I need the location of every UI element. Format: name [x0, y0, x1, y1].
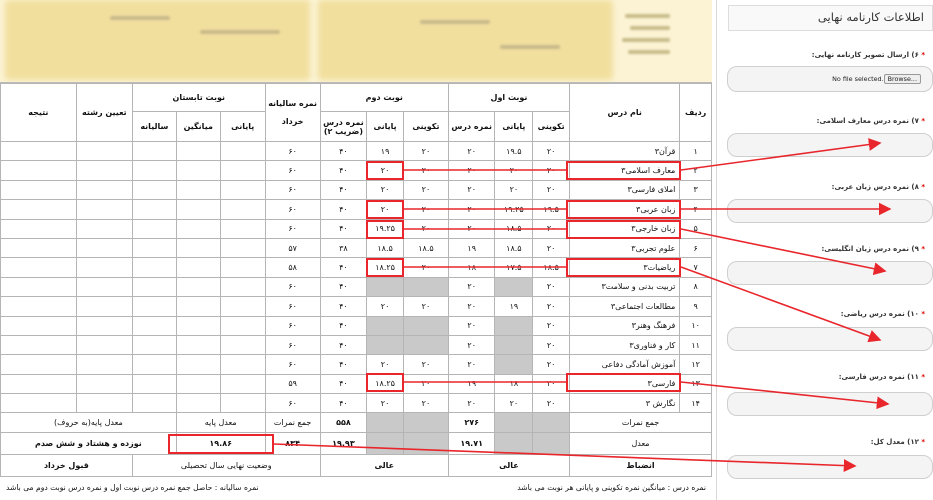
- blurred-text: [200, 30, 280, 34]
- summer-final: [220, 394, 265, 413]
- blurred-text: [625, 14, 670, 18]
- summer-final: [220, 200, 265, 219]
- term2-formative: [403, 277, 448, 296]
- summer-annual: [132, 335, 176, 354]
- term2-final: ۱۸.۵: [367, 238, 404, 257]
- summer-annual: [132, 374, 176, 393]
- header-course: نام درس: [570, 84, 680, 142]
- summer-mid: [176, 200, 220, 219]
- summer-annual: [132, 355, 176, 374]
- header-formative: تکوینی: [403, 112, 448, 142]
- summer-annual: [132, 180, 176, 199]
- course-name: زبان خارجی۳: [570, 219, 680, 238]
- term2-grade: ۴۰: [320, 335, 367, 354]
- note-annual: نمره سالیانه : حاصل جمع نمره درس نوبت اول و نمره درس نوبت دوم می باشد: [6, 483, 259, 492]
- result: [1, 355, 77, 374]
- term2-final: ۱۸.۲۵: [367, 374, 404, 393]
- header-result: نتیجه: [1, 84, 77, 142]
- term1-grade: ۲۰: [448, 335, 495, 354]
- table-row: [1, 238, 712, 257]
- summer-mid: [176, 277, 220, 296]
- annual-grade: ۶۰: [265, 297, 320, 316]
- discipline-label: انضباط: [570, 454, 712, 476]
- field-assign: [76, 335, 132, 354]
- result: [1, 238, 77, 257]
- annual-grade: ۶۰: [265, 277, 320, 296]
- row-number: ۳: [680, 180, 712, 199]
- term2-grade: ۴۰: [320, 394, 367, 413]
- notes: [0, 483, 712, 492]
- term2-final: [367, 335, 404, 354]
- blurred-header: [0, 0, 712, 82]
- math-grade-input[interactable]: [727, 327, 933, 351]
- term1-grade: ۲۰: [448, 355, 495, 374]
- summer-mid: [176, 219, 220, 238]
- table-row: [1, 277, 712, 296]
- term2-final: ۲۰: [367, 355, 404, 374]
- course-name: آموزش آمادگی دفاعی: [570, 355, 680, 374]
- sum-label: جمع نمرات: [570, 413, 712, 432]
- table-row: [1, 219, 712, 238]
- field-assign: [76, 180, 132, 199]
- term2-grade: ۴۰: [320, 142, 367, 161]
- term1-formative: ۲۰: [533, 355, 570, 374]
- row-number: ۷: [680, 258, 712, 277]
- maaref-grade-input[interactable]: [727, 133, 933, 157]
- summer-mid: [176, 258, 220, 277]
- summer-annual: [132, 316, 176, 335]
- empty-cell: [367, 432, 404, 454]
- result: [1, 277, 77, 296]
- term2-grade: ۴۰: [320, 161, 367, 180]
- term2-formative: ۲۰: [403, 355, 448, 374]
- summer-final: [220, 161, 265, 180]
- term1-formative: ۲۰: [533, 374, 570, 393]
- discipline-term2: عالی: [320, 454, 448, 476]
- term2-final: ۱۹.۲۵: [367, 219, 404, 238]
- term1-grade: ۲۰: [448, 161, 495, 180]
- result: [1, 180, 77, 199]
- blurred-text: [628, 50, 670, 54]
- blurred-text: [500, 45, 560, 49]
- empty-cell: [403, 413, 448, 432]
- header-annual-s: سالیانه: [132, 112, 176, 142]
- term1-final: [495, 355, 533, 374]
- annual-grade: ۶۰: [265, 394, 320, 413]
- term1-grade: ۱۹: [448, 238, 495, 257]
- term1-formative: ۲۰: [533, 394, 570, 413]
- term1-formative: ۲۰: [533, 277, 570, 296]
- term2-final: ۲۰: [367, 180, 404, 199]
- file-picker[interactable]: [731, 72, 925, 86]
- table-row: [1, 355, 712, 374]
- header-field-assign: تعیین رشته: [76, 84, 132, 142]
- term1-final: ۲۰: [495, 394, 533, 413]
- blurred-text: [622, 38, 670, 42]
- term2-grade: ۴۰: [320, 297, 367, 316]
- term2-final: ۱۹: [367, 142, 404, 161]
- result: [1, 258, 77, 277]
- annual-grade: ۵۹: [265, 374, 320, 393]
- summer-mid: [176, 142, 220, 161]
- row-number: ۵: [680, 219, 712, 238]
- summer-final: [220, 238, 265, 257]
- row-number: ۲: [680, 161, 712, 180]
- term2-formative: ۲۰: [403, 142, 448, 161]
- base-avg: ۱۹.۸۶: [176, 432, 265, 454]
- term1-grade: ۲۰: [448, 394, 495, 413]
- term1-final: ۲۰: [495, 161, 533, 180]
- row-number: ۱۱: [680, 335, 712, 354]
- term2-grade: ۴۰: [320, 355, 367, 374]
- term1-grade: ۲۰: [448, 277, 495, 296]
- arabic-grade-input[interactable]: [727, 199, 933, 223]
- summer-annual: [132, 161, 176, 180]
- field-assign: [76, 142, 132, 161]
- summer-annual: [132, 238, 176, 257]
- file-status: No file selected.: [832, 75, 884, 83]
- term1-formative: ۲۰: [533, 219, 570, 238]
- summer-annual: [132, 277, 176, 296]
- summer-final: [220, 297, 265, 316]
- header-term1: نوبت اول: [448, 84, 569, 112]
- annual-grade: ۶۰: [265, 335, 320, 354]
- empty-cell: [533, 413, 570, 432]
- term2-formative: [403, 316, 448, 335]
- form-title: اطلاعات کارنامه نهایی: [728, 5, 933, 31]
- term1-grade: ۲۰: [448, 200, 495, 219]
- field-assign: [76, 316, 132, 335]
- term1-final: ۱۹: [495, 297, 533, 316]
- result: [1, 316, 77, 335]
- annual-grade: ۶۰: [265, 161, 320, 180]
- row-number: ۱۴: [680, 394, 712, 413]
- term1-grade: ۱۹: [448, 374, 495, 393]
- browse-button[interactable]: Browse...: [884, 74, 921, 84]
- annual-grade: ۶۰: [265, 200, 320, 219]
- annual-grade: ۶۰: [265, 180, 320, 199]
- term2-formative: ۲۰: [403, 180, 448, 199]
- term1-formative: ۲۰: [533, 238, 570, 257]
- summer-mid: [176, 297, 220, 316]
- summer-annual: [132, 394, 176, 413]
- sum-total-label: جمع نمرات: [265, 413, 320, 432]
- summer-annual: [132, 297, 176, 316]
- row-number: ۱۳: [680, 374, 712, 393]
- field-assign: [76, 219, 132, 238]
- field-assign: [76, 394, 132, 413]
- field-label-english: * ۹) نمره درس زبان انگلیسی:: [821, 245, 925, 253]
- term1-grade: ۲۰: [448, 297, 495, 316]
- term2-grade: ۴۰: [320, 258, 367, 277]
- result: [1, 374, 77, 393]
- term1-final: ۱۸.۵: [495, 219, 533, 238]
- summer-mid: [176, 161, 220, 180]
- sum-term1: ۲۷۶: [448, 413, 495, 432]
- summer-final: [220, 374, 265, 393]
- summer-mid: [176, 238, 220, 257]
- header-summer: نوبت تابستان: [132, 84, 265, 112]
- term2-final: ۲۰: [367, 297, 404, 316]
- base-avg-words-label: معدل پایه(به حروف): [1, 413, 177, 432]
- term2-formative: ۲۰: [403, 161, 448, 180]
- empty-cell: [367, 413, 404, 432]
- field-assign: [76, 200, 132, 219]
- course-name: مطالعات اجتماعی۳: [570, 297, 680, 316]
- blurred-info-block: [5, 0, 310, 80]
- header-annual: نمره سالیانه خرداد: [265, 84, 320, 142]
- term2-final: ۲۰: [367, 200, 404, 219]
- summer-annual: [132, 200, 176, 219]
- header-mid: میانگین: [176, 112, 220, 142]
- result: [1, 200, 77, 219]
- table-row: [1, 374, 712, 393]
- result: [1, 142, 77, 161]
- term1-final: ۱۷.۵: [495, 258, 533, 277]
- blurred-text: [420, 20, 490, 24]
- row-number: ۱۲: [680, 355, 712, 374]
- table-row: [1, 297, 712, 316]
- sum-total: ۸۳۴: [265, 432, 320, 454]
- blurred-text: [110, 16, 170, 20]
- term2-grade: ۴۰: [320, 277, 367, 296]
- summer-final: [220, 142, 265, 161]
- summer-final: [220, 277, 265, 296]
- term1-formative: ۲۰: [533, 316, 570, 335]
- term1-formative: ۲۰: [533, 142, 570, 161]
- table-row: [1, 180, 712, 199]
- header-final: پایانی: [367, 112, 404, 142]
- summer-annual: [132, 219, 176, 238]
- term2-grade: ۳۸: [320, 238, 367, 257]
- summer-annual: [132, 142, 176, 161]
- term1-grade: ۲۰: [448, 180, 495, 199]
- annual-grade: ۶۰: [265, 142, 320, 161]
- term1-grade: ۲۰: [448, 316, 495, 335]
- term2-formative: ۲۰: [403, 200, 448, 219]
- header-term2: نوبت دوم: [320, 84, 448, 112]
- field-assign: [76, 238, 132, 257]
- course-name: کار و فناوری۳: [570, 335, 680, 354]
- term2-formative: ۲۰: [403, 258, 448, 277]
- field-label-upload: * ۶) ارسال تصویر کارنامه نهایی:: [811, 51, 925, 59]
- header-formative: تکوینی: [533, 112, 570, 142]
- field-assign: [76, 277, 132, 296]
- course-name: املای فارسی۳: [570, 180, 680, 199]
- term2-formative: ۲۰: [403, 374, 448, 393]
- field-label-math: * ۱۰) نمره درس ریاضی:: [840, 310, 925, 318]
- table-row: [1, 335, 712, 354]
- avg-label: معدل: [570, 432, 712, 454]
- term1-formative: ۱۸.۵: [533, 258, 570, 277]
- annual-grade: ۶۰: [265, 219, 320, 238]
- header-radif: ردیف: [680, 84, 712, 142]
- annual-grade: ۵۸: [265, 258, 320, 277]
- term2-formative: ۲۰: [403, 394, 448, 413]
- field-label-persian: * ۱۱) نمره درس فارسی:: [838, 373, 925, 381]
- summer-final: [220, 180, 265, 199]
- field-assign: [76, 161, 132, 180]
- term1-final: [495, 316, 533, 335]
- summer-final: [220, 316, 265, 335]
- course-name: معارف اسلامی۳: [570, 161, 680, 180]
- note-course-grade: نمره درس : میانگین نمره تکوینی و پایانی هر نوبت می باشد: [517, 483, 706, 492]
- term1-final: ۱۹.۵: [495, 142, 533, 161]
- summer-final: [220, 258, 265, 277]
- course-name: تربیت بدنی و سلامت۳: [570, 277, 680, 296]
- term1-final: ۱۸.۵: [495, 238, 533, 257]
- blurred-info-block: [318, 0, 613, 80]
- result: [1, 219, 77, 238]
- final-status: قبول خرداد: [1, 454, 133, 476]
- base-avg-label: معدل پایه: [176, 413, 265, 432]
- summer-mid: [176, 316, 220, 335]
- table-row: [1, 161, 712, 180]
- annual-grade: ۵۷: [265, 238, 320, 257]
- term2-final: ۱۸.۲۵: [367, 258, 404, 277]
- term1-formative: ۲۰: [533, 335, 570, 354]
- term2-grade: ۴۰: [320, 219, 367, 238]
- sum-term2: ۵۵۸: [320, 413, 367, 432]
- annual-grade: ۶۰: [265, 316, 320, 335]
- header-course-grade-weighted: نمره درس (ضریب ۲): [320, 112, 367, 142]
- header-final: پایانی: [220, 112, 265, 142]
- course-name: ریاضیات۳: [570, 258, 680, 277]
- term2-formative: ۲۰: [403, 219, 448, 238]
- empty-cell: [495, 413, 533, 432]
- result: [1, 394, 77, 413]
- result: [1, 297, 77, 316]
- header-final: پایانی: [495, 112, 533, 142]
- course-name: فارسی۳: [570, 374, 680, 393]
- row-number: ۱: [680, 142, 712, 161]
- term2-final: ۲۰: [367, 161, 404, 180]
- avg-term2: ۱۹.۹۳: [320, 432, 367, 454]
- term1-formative: ۲۰: [533, 297, 570, 316]
- table-row: [1, 316, 712, 335]
- field-assign: [76, 355, 132, 374]
- term2-final: [367, 277, 404, 296]
- table-row: [1, 258, 712, 277]
- field-assign: [76, 374, 132, 393]
- empty-cell: [533, 432, 570, 454]
- annual-grade: ۶۰: [265, 355, 320, 374]
- term2-formative: ۱۸.۵: [403, 238, 448, 257]
- course-name: قرآن۳: [570, 142, 680, 161]
- table-row: [1, 200, 712, 219]
- term1-final: [495, 335, 533, 354]
- term1-grade: ۲۰: [448, 219, 495, 238]
- term1-grade: ۱۸: [448, 258, 495, 277]
- grades-table: [0, 83, 712, 477]
- summer-mid: [176, 355, 220, 374]
- course-name: زبان عربی۳: [570, 200, 680, 219]
- row-number: ۹: [680, 297, 712, 316]
- gpa-input[interactable]: [727, 455, 933, 479]
- row-number: ۸: [680, 277, 712, 296]
- term1-formative: ۲۰: [533, 180, 570, 199]
- term2-grade: ۴۰: [320, 316, 367, 335]
- table-row: [1, 142, 712, 161]
- field-assign: [76, 258, 132, 277]
- field-assign: [76, 297, 132, 316]
- term1-final: [495, 277, 533, 296]
- summer-final: [220, 335, 265, 354]
- summer-final: [220, 219, 265, 238]
- discipline-term1: عالی: [448, 454, 569, 476]
- report-card: [0, 82, 712, 500]
- summer-mid: [176, 394, 220, 413]
- summer-annual: [132, 258, 176, 277]
- status-label: وضعیت نهایی سال تحصیلی: [132, 454, 320, 476]
- header-course-grade: نمره درس: [448, 112, 495, 142]
- term2-grade: ۴۰: [320, 374, 367, 393]
- term2-formative: [403, 335, 448, 354]
- term2-final: ۲۰: [367, 394, 404, 413]
- final-report-form: [716, 0, 933, 500]
- summer-mid: [176, 335, 220, 354]
- table-row: [1, 394, 712, 413]
- row-number: ۶: [680, 238, 712, 257]
- term1-grade: ۲۰: [448, 142, 495, 161]
- course-name: نگارش ۳: [570, 394, 680, 413]
- blurred-text: [630, 26, 670, 30]
- course-name: فرهنگ وهنر۳: [570, 316, 680, 335]
- result: [1, 335, 77, 354]
- term1-final: ۱۸: [495, 374, 533, 393]
- term1-final: ۲۰: [495, 180, 533, 199]
- summer-final: [220, 355, 265, 374]
- term1-final: ۱۹.۲۵: [495, 200, 533, 219]
- term2-formative: ۲۰: [403, 297, 448, 316]
- term1-formative: ۱۹.۵: [533, 200, 570, 219]
- row-number: ۱۰: [680, 316, 712, 335]
- english-grade-input[interactable]: [727, 261, 933, 285]
- avg-term1: ۱۹.۷۱: [448, 432, 495, 454]
- empty-cell: [495, 432, 533, 454]
- field-label-arabic: * ۸) نمره درس زبان عربی:: [831, 183, 925, 191]
- base-avg-words: نوزده و هشتاد و شش صدم: [1, 432, 177, 454]
- summer-mid: [176, 180, 220, 199]
- row-number: ۴: [680, 200, 712, 219]
- term1-formative: ۲۰: [533, 161, 570, 180]
- field-label-maaref: * ۷) نمره درس معارف اسلامی:: [816, 117, 925, 125]
- result: [1, 161, 77, 180]
- summer-mid: [176, 374, 220, 393]
- empty-cell: [403, 432, 448, 454]
- course-name: علوم تجربی۳: [570, 238, 680, 257]
- field-label-gpa: * ۱۲) معدل کل:: [870, 438, 925, 446]
- persian-grade-input[interactable]: [727, 392, 933, 416]
- term2-grade: ۴۰: [320, 180, 367, 199]
- term2-grade: ۴۰: [320, 200, 367, 219]
- term2-final: [367, 316, 404, 335]
